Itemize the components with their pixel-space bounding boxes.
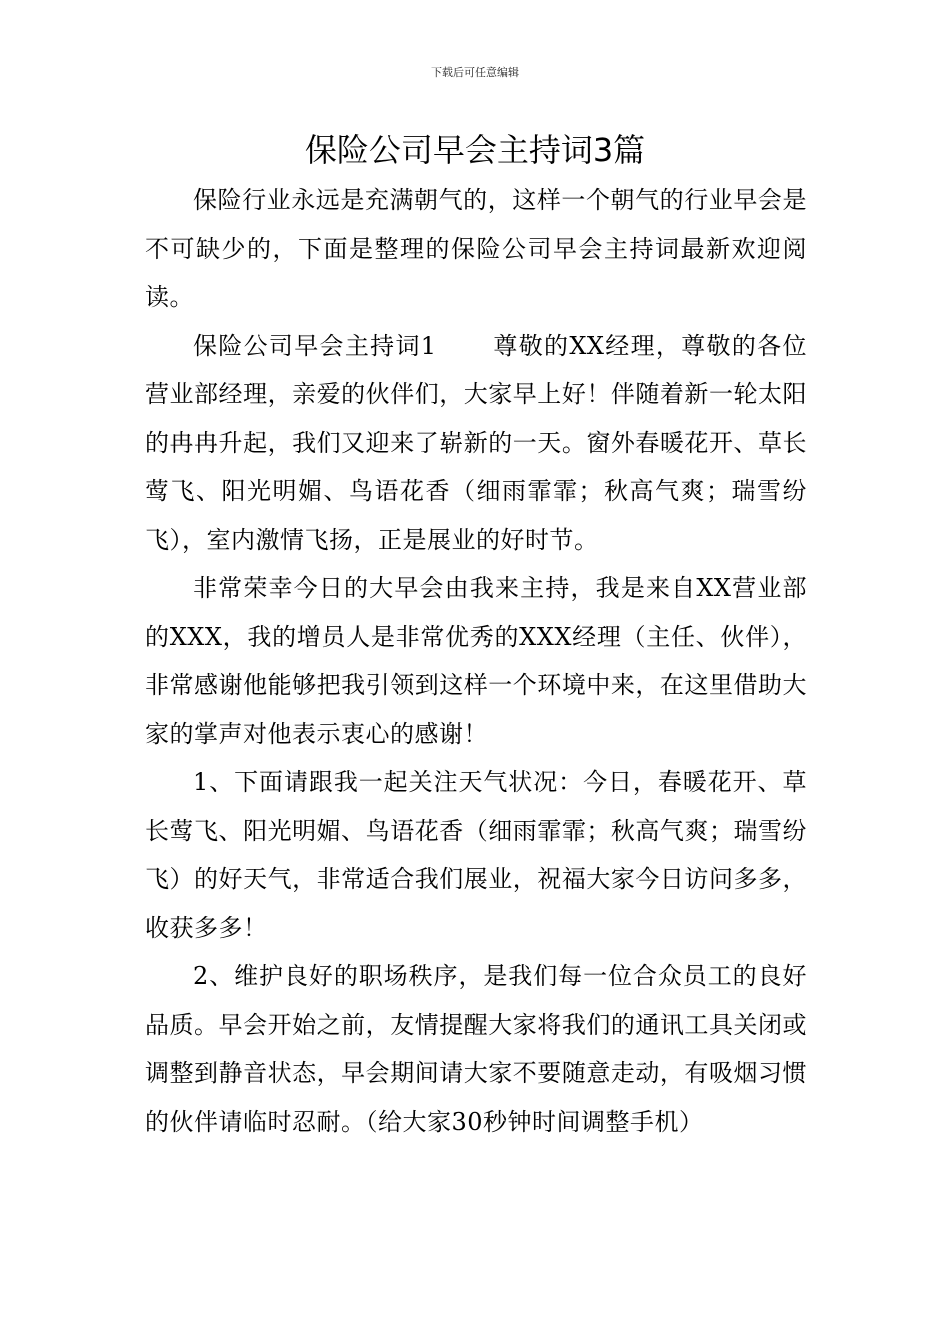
- host-intro-paragraph: 非常荣幸今日的大早会由我来主持，我是来自XX营业部的XXX，我的增员人是非常优秀的XXX经理（主任、伙伴），非常感谢他能够把我引领到这样一个环境中来，在这里借助大家的掌声对他表示衷心的感谢！: [145, 574, 807, 748]
- section-1-text: 尊敬的XX经理，尊敬的各位营业部经理，亲爱的伙伴们，大家早上好！伴随着新一轮太阳的冉冉升起，我们又迎来了崭新的一天。窗外春暖花开、草长莺飞、阳光明媚、鸟语花香（细雨霏霏；秋高气爽；瑞雪纷飞），室内激情飞扬，正是展业的好时节。: [145, 331, 807, 554]
- weather-paragraph: 1、下面请跟我一起关注天气状况：今日，春暖花开、草长莺飞、阳光明媚、鸟语花香（细雨霏霏；秋高气爽；瑞雪纷飞）的好天气，非常适合我们展业，祝福大家今日访问多多，收获多多！: [145, 768, 807, 942]
- header-note: 下载后可任意编辑: [431, 66, 519, 79]
- document-body: [145, 176, 807, 1146]
- order-paragraph: 2、维护良好的职场秩序，是我们每一位合众员工的良好品质。早会开始之前，友情提醒大家将我们的通讯工具关闭或调整到静音状态，早会期间请大家不要随意走动，有吸烟习惯的伙伴请临时忍耐。（给大家30秒钟时间调整手机）: [145, 962, 807, 1136]
- section-heading: 保险公司早会主持词1: [193, 331, 437, 360]
- intro-paragraph: 保险行业永远是充满朝气的，这样一个朝气的行业早会是不可缺少的，下面是整理的保险公司早会主持词最新欢迎阅读。: [145, 186, 807, 311]
- section-1-paragraph: [145, 322, 807, 565]
- page-title: 保险公司早会主持词3篇: [304, 131, 646, 169]
